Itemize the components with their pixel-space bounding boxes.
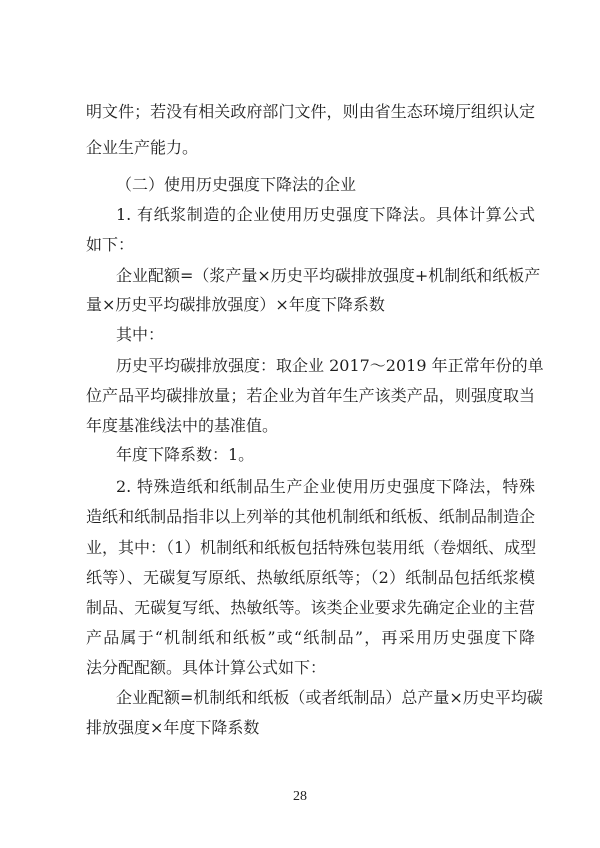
paragraph-line: 2. 特殊造纸和纸制品生产企业使用历史强度下降法，特殊 xyxy=(116,477,535,496)
paragraph-line: 量×历史平均碳排放强度）×年度下降系数 xyxy=(86,295,385,314)
paragraph-line: 制品、无碳复写纸、热敏纸等。该类企业要求先确定企业的主营 xyxy=(86,598,535,617)
paragraph-line: 排放强度×年度下降系数 xyxy=(86,718,260,737)
paragraph-line: 历史平均碳排放强度：取企业 2017～2019 年正常年份的单 xyxy=(116,356,544,375)
paragraph-line: 法分配配额。具体计算公式如下： xyxy=(86,658,327,677)
paragraph-line: 1. 有纸浆制造的企业使用历史强度下降法。具体计算公式 xyxy=(116,205,535,224)
paragraph-line: 位产品平均碳排放量；若企业为首年生产该类产品，则强度取当 xyxy=(86,386,535,405)
page-number: 28 xyxy=(293,789,307,804)
paragraph-line: 业，其中：（1）机制纸和纸板包括特殊包装用纸（卷烟纸、成型 xyxy=(86,538,537,557)
paragraph-line: 年度下降系数：1。 xyxy=(116,445,255,464)
paragraph-line: 年度基准线法中的基准值。 xyxy=(86,416,279,435)
paragraph-line: 如下： xyxy=(86,235,135,254)
paragraph-line: 纸等）、无碳复写原纸、热敏纸原纸等；（2）纸制品包括纸浆模 xyxy=(86,568,535,587)
paragraph-line: 明文件；若没有相关政府部门文件，则由省生态环境厅组织认定 xyxy=(86,102,535,121)
paragraph-line: 企业生产能力。 xyxy=(86,138,199,157)
paragraph-line: 企业配额=机制纸和纸板（或者纸制品）总产量×历史平均碳 xyxy=(116,688,543,707)
paragraph-line: 产品属于“机制纸和纸板”或“纸制品”，再采用历史强度下降 xyxy=(86,628,535,647)
section-heading-text: （二）使用历史强度下降法的企业 xyxy=(116,175,357,194)
paragraph-line: 其中： xyxy=(116,325,165,344)
paragraph-line: 企业配额=（浆产量×历史平均碳排放强度+机制纸和纸板产 xyxy=(116,266,541,285)
paragraph-line: 造纸和纸制品指非以上列举的其他机制纸和纸板、纸制品制造企 xyxy=(86,507,535,526)
